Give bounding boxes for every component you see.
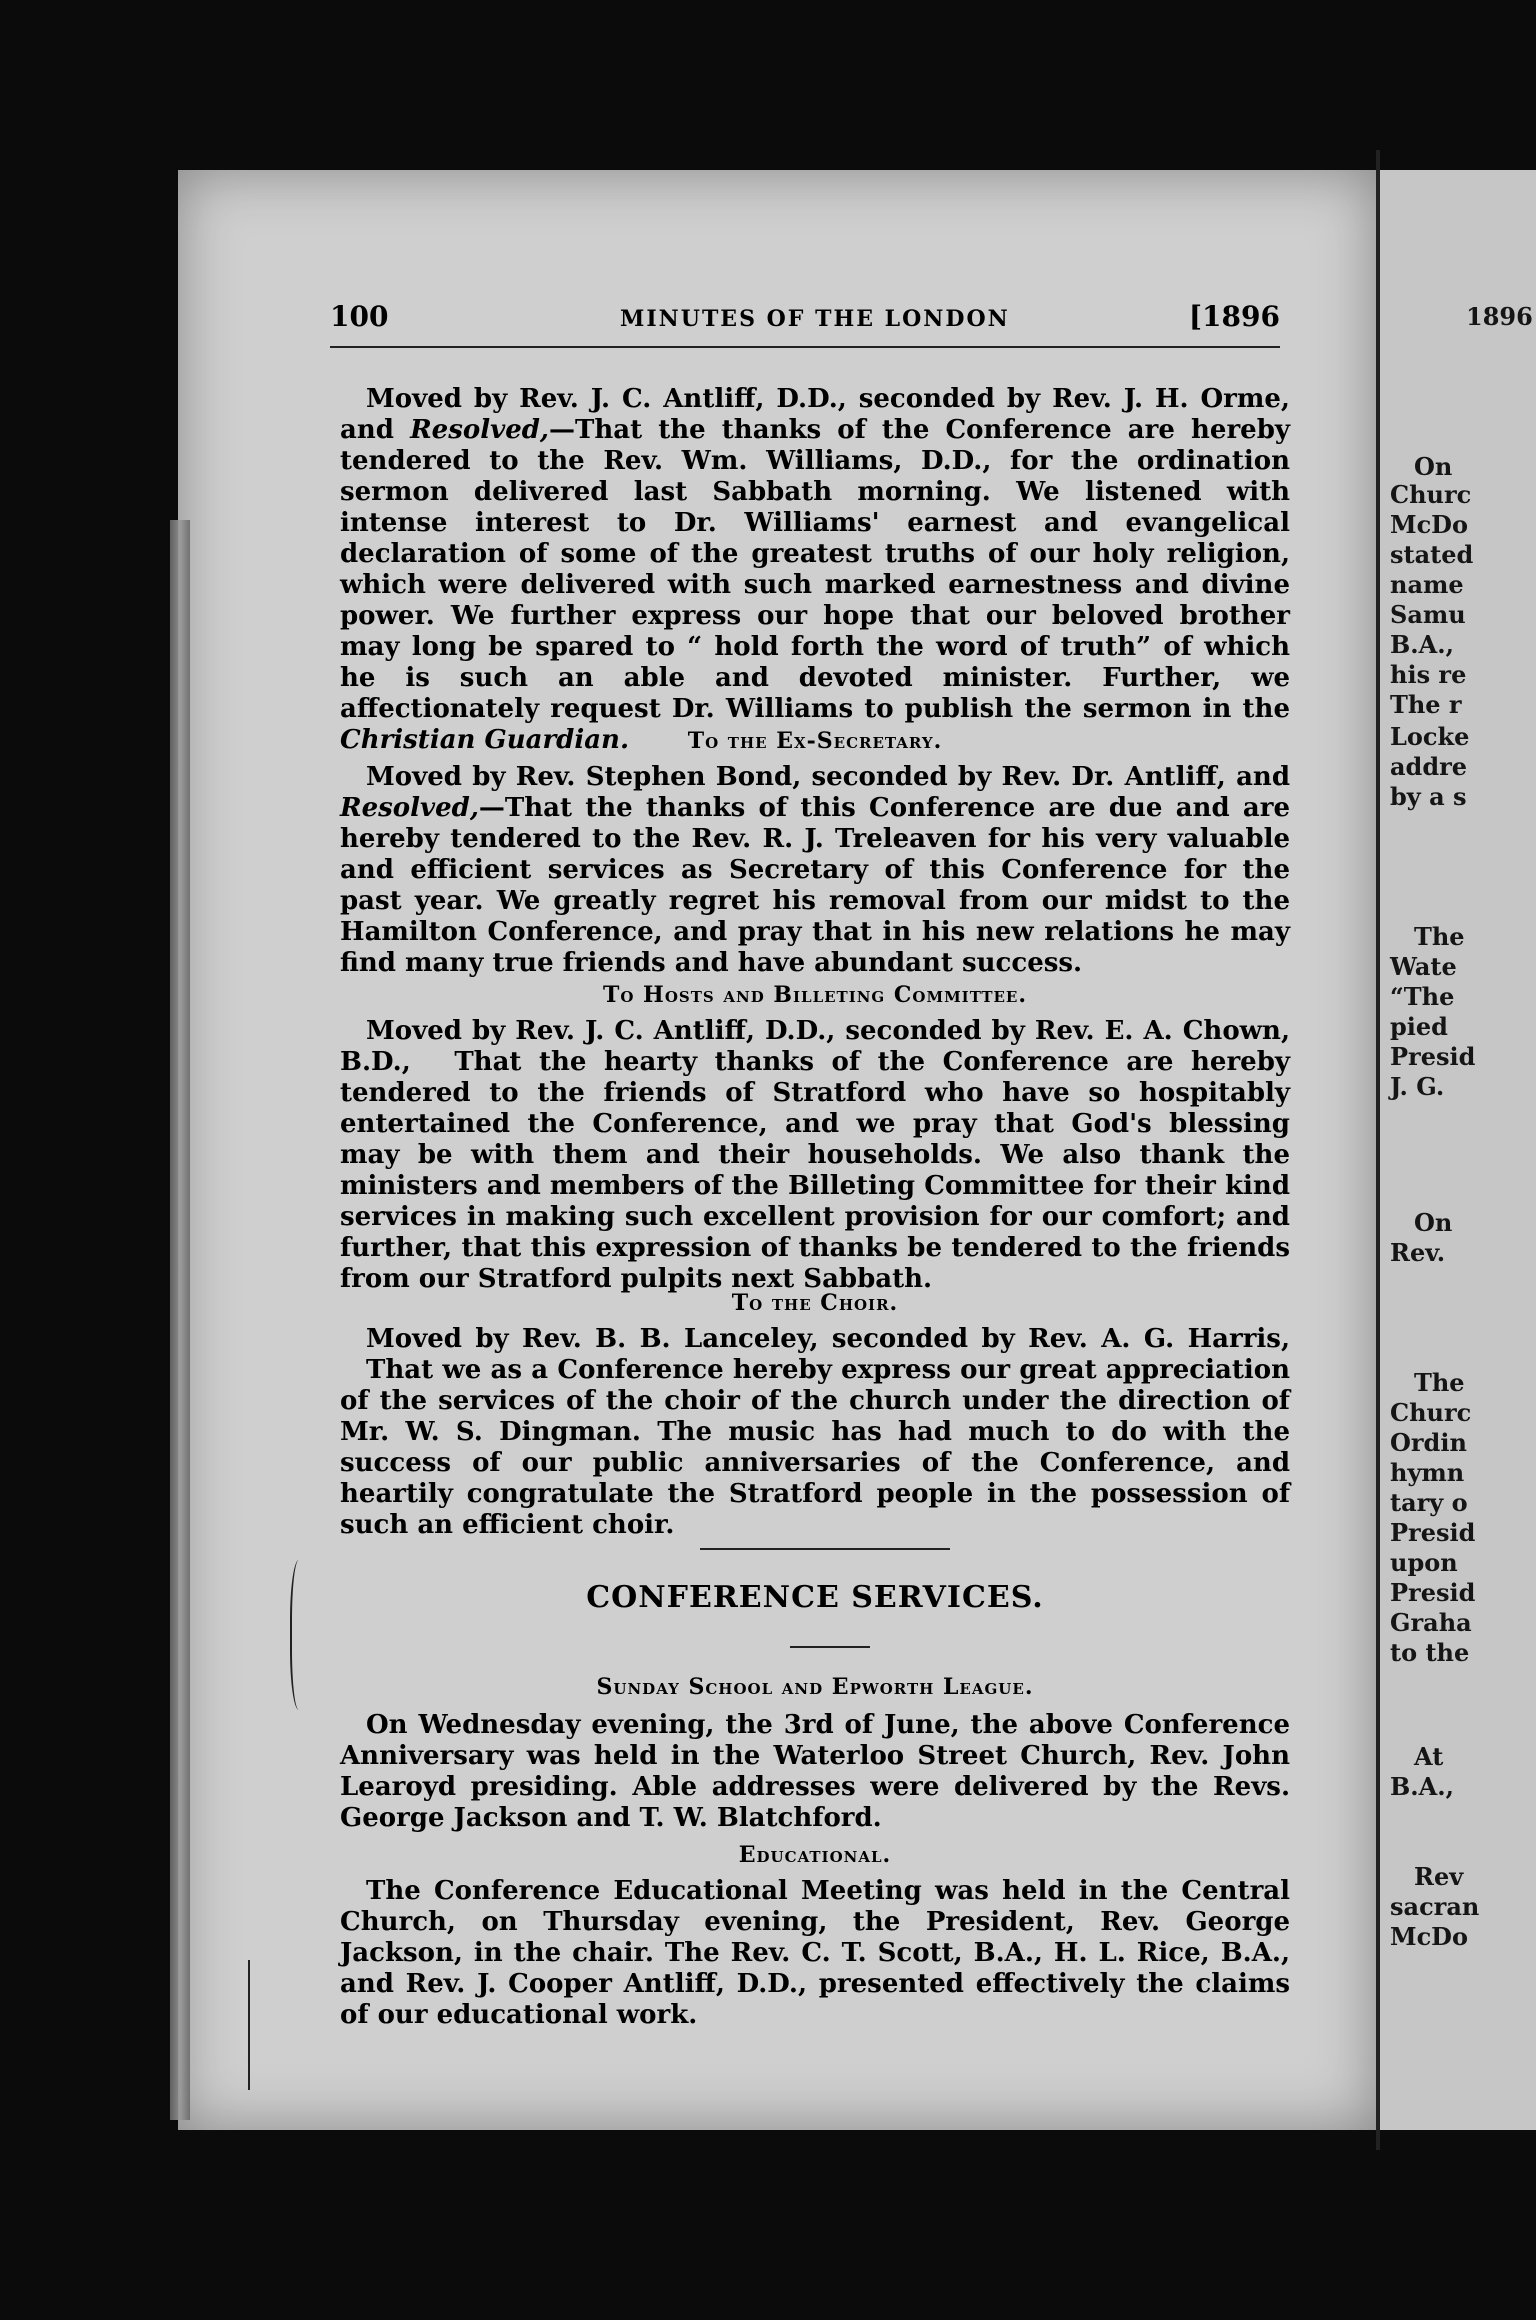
right-page-fragment: McDo [1390, 1922, 1468, 1951]
resolution-text: That we as a Conference hereby express our great appreciation of the services of the choir of the church under the direction of Mr. W. S. Dingman. The music has had much to do with the success of our public anniversaries of the Conference, and heartily congratulate the Stratford people in the possession of such an efficient choir. [340, 1355, 1290, 1540]
motion-line: Moved by Rev. J. C. Antliff, D.D., seconded by Rev. J. H. Orme, and [340, 384, 1290, 445]
right-page-fragment: On [1414, 452, 1453, 481]
right-page-fragment: pied [1390, 1012, 1448, 1041]
margin-line-mark [248, 1960, 260, 2090]
right-page-fragment: addre [1390, 752, 1468, 781]
heading-sunday-school: Sunday School and Epworth League. [596, 1674, 1034, 1700]
right-page-fragment: Graha [1390, 1608, 1472, 1637]
educational-report [340, 1876, 1290, 2031]
right-page-fragment: Churc [1390, 480, 1472, 509]
sunday-school-report [340, 1710, 1290, 1834]
short-divider [790, 1646, 870, 1648]
right-page-fragment: Presid [1390, 1578, 1476, 1607]
heading-conference-services: CONFERENCE SERVICES. [586, 1580, 1044, 1615]
heading-educational: Educational. [738, 1842, 892, 1868]
resolution-text: —That the thanks of the Conference are hereby tendered to the Rev. Wm. Williams, D.D., for the ordination sermon delivered last Sabbath morning. We listened with intense interest to Dr. Williams' earnest and evangelical declaration of some of the greatest truths of our holy religion, which were delivered with such marked earnestness and divine power. We further express our hope that our beloved brother may long be spared to “ hold forth the word of truth” of which he is such an able and devoted minister. Further, we affectionately request Dr. Williams to publish the sermon in the [340, 415, 1290, 724]
right-page-fragment: Rev. [1390, 1238, 1446, 1267]
resolution-williams [340, 384, 1290, 756]
right-page-fragment: Wate [1390, 952, 1457, 981]
heading-ex-secretary: To the Ex-Secretary. [687, 728, 943, 754]
header-rule [330, 346, 1280, 348]
right-page-year: 1896 [1466, 302, 1533, 331]
right-page-fragment: McDo [1390, 510, 1468, 539]
right-page-fragment: Presid [1390, 1042, 1476, 1071]
heading-choir: To the Choir. [731, 1290, 899, 1316]
right-page-fragment: B.A., [1390, 1772, 1454, 1801]
resolution-text: That the hearty thanks of the Conference are hereby tendered to the friends of Stratford who have so hospitably entertained the Conference, and we pray that God's blessing may be with them and their households. We also thank the ministers and members of the Billeting Committee for their kind services in making such excellent provision for our comfort; and further, that this expression of thanks be tendered to the friends from our Stratford pulpits next Sabbath. [340, 1047, 1290, 1294]
resolution-hosts [340, 1016, 1290, 1295]
right-page-fragment: Locke [1390, 722, 1470, 751]
right-page-fragment: Churc [1390, 1398, 1472, 1427]
motion-line: Moved by Rev. Stephen Bond, seconded by Rev. Dr. Antliff, and [366, 762, 1290, 792]
right-page-fragment: Ordin [1390, 1428, 1467, 1457]
report-text: On Wednesday evening, the 3rd of June, the above Conference Anniversary was held in the Waterloo Street Church, Rev. John Learoyd presiding. Able addresses were delivered by the Revs. George Jackson and T. W. Blatchford. [340, 1710, 1290, 1833]
right-page-fragment: to the [1390, 1638, 1470, 1667]
right-page-fragment: On [1414, 1208, 1453, 1237]
right-page-fragment: Presid [1390, 1518, 1476, 1547]
publication-name: Christian Guardian. [340, 725, 630, 755]
right-page [1380, 170, 1536, 2130]
motion-line: Moved by Rev. B. B. Lanceley, seconded by Rev. A. G. Harris, [366, 1324, 1290, 1354]
resolution-treleaven [340, 762, 1290, 979]
margin-bracket-mark [290, 1560, 312, 1710]
page-edge [170, 520, 190, 2120]
motion-line: Moved by Rev. J. C. Antliff, D.D., seconded by Rev. E. A. Chown, B.D., [340, 1016, 1290, 1077]
right-page-fragment: The [1414, 1368, 1465, 1397]
right-page-fragment: “The [1390, 982, 1455, 1011]
right-page-fragment: stated [1390, 540, 1474, 569]
right-page-fragment: hymn [1390, 1458, 1465, 1487]
header-year: [1896 [1188, 300, 1280, 333]
right-page-fragment: At [1414, 1742, 1444, 1771]
running-title: MINUTES OF THE LONDON [620, 306, 1010, 332]
right-page-fragment: tary o [1390, 1488, 1468, 1517]
report-text: The Conference Educational Meeting was held in the Central Church, on Thursday evening, the President, Rev. George Jackson, in the chair. The Rev. C. T. Scott, B.A., H. L. Rice, B.A., and Rev. J. Cooper Antliff, D.D., presented effectively the claims of our educational work. [340, 1876, 1290, 2030]
resolved-label: Resolved, [410, 415, 549, 445]
section-divider [700, 1548, 950, 1550]
page-number: 100 [330, 300, 389, 333]
right-page-fragment: The [1414, 922, 1465, 951]
right-page-fragment: by a s [1390, 782, 1467, 811]
right-page-fragment: his re [1390, 660, 1467, 689]
right-page-fragment: The r [1390, 690, 1462, 719]
running-header [330, 300, 1280, 340]
right-page-fragment: Rev [1414, 1862, 1464, 1891]
resolution-text: —That the thanks of this Conference are due and are hereby tendered to the Rev. R. J. Treleaven for his very valuable and efficient services as Secretary of this Conference for the past year. We greatly regret his removal from our midst to the Hamilton Conference, and pray that in his new relations he may find many true friends and have abundant success. [340, 793, 1290, 978]
right-page-fragment: sacran [1390, 1892, 1480, 1921]
right-page-fragment: J. G. [1390, 1072, 1445, 1101]
resolution-choir [340, 1324, 1290, 1541]
right-page-fragment: Samu [1390, 600, 1466, 629]
right-page-fragment: B.A., [1390, 630, 1454, 659]
heading-hosts-billeting: To Hosts and Billeting Committee. [602, 982, 1028, 1008]
resolved-label: Resolved, [340, 793, 479, 823]
right-page-fragment: name [1390, 570, 1464, 599]
right-page-fragment: upon [1390, 1548, 1458, 1577]
